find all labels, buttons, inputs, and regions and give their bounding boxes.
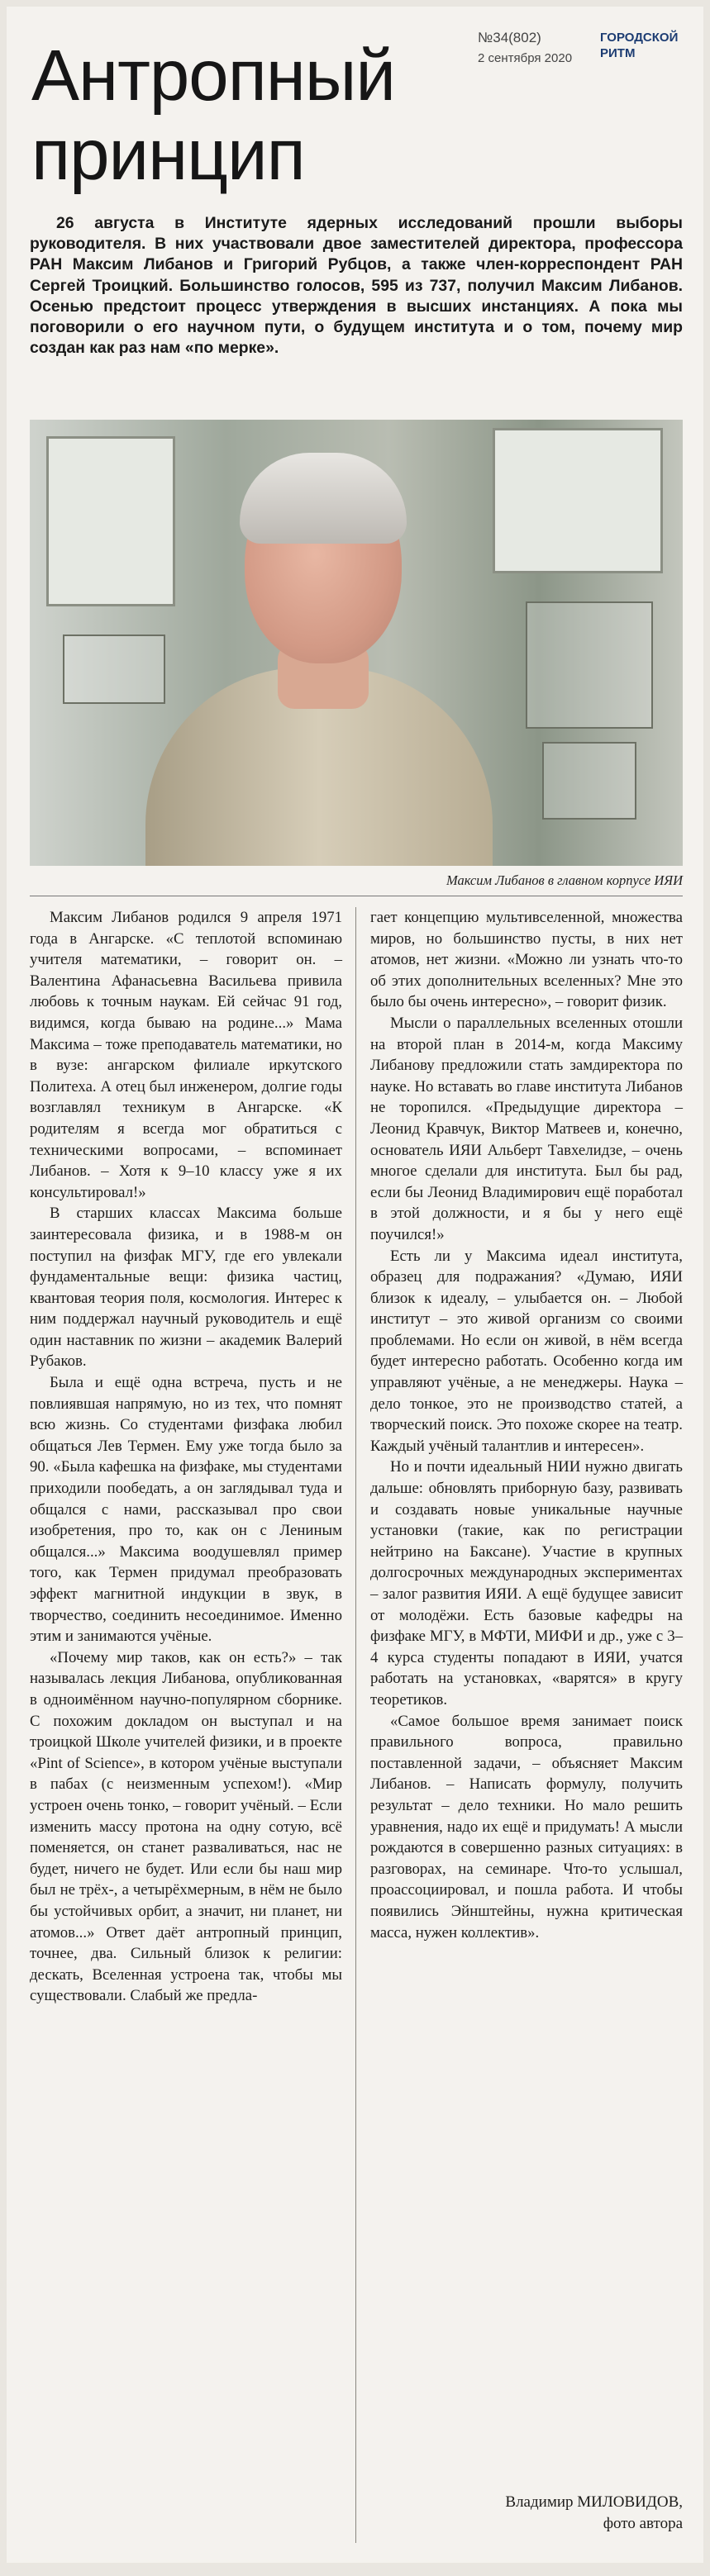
paragraph: Была и ещё одна встреча, пусть и не повлиявшая напрямую, но из тех, что помнят всю жизнь. Со студентами физфака любил общаться Лев Термен. Ему уже тогда было за 90. «Была кафешка на физфаке, мы студентами приходили пообедать, а он заглядывал туда и общался с нами, рассказывал про свои изобретения, про то, как он с Лениным общался...» Максима воодушевлял пример того, как Термен придумал преобразовать эффект магнитной индукции в звук, в творчество, соединить несоединимое. Именно этим и занимаются учёные. xyxy=(30,1374,342,1646)
paragraph: Есть ли у Максима идеал института, образец для подражания? «Думаю, ИЯИ близок к идеалу, – улыбается он. – Любой институт – это живой организм со своими проблемами. Но если он живой, в нём всегда будет интересно работать. Особенно когда им управляют учёные, а не менеджеры. Наука – дело тонкое, это не производство статей, а творческий поиск. Это похоже скорее на театр. Каждый учёный талантлив и интересен». xyxy=(370,1247,683,1455)
paragraph: Максим Либанов родился 9 апреля 1971 года в Ангарске. «С теплотой вспоминаю учителя математики, – говорит он. – Валентина Афанасьевна Васильева привила любовь к точным наукам. Ей сейчас 91 год, видимся, когда бываю на родине...» Мама Максима – тоже преподаватель математики, но в вузе: ангарском филиале иркутского Политеха. А отец был инженером, долгие годы возглавлял техникум в Ангарске. «К родителям я всегда мог обратиться с техническими вопросами, – вспоминает Либанов. – Хотя к 9–10 классу уже я их консультировал!» xyxy=(30,909,342,1201)
newspaper-name-line-1: ГОРОДСКОЙ xyxy=(600,31,679,45)
paragraph: гает концепцию мультивселенной, множества миров, но большинство пусты, в них нет атомов, нет жизни. «Можно ли узнать что-то об этих дополнительных вселенных? Мне это было бы очень интересно», – говорит физик. xyxy=(370,909,683,1011)
poster-frame-shape xyxy=(63,634,165,704)
issue-number: №34(802) xyxy=(478,30,541,45)
photo-credit: фото автора xyxy=(603,2515,683,2532)
photo-caption: Максим Либанов в главном корпусе ИЯИ xyxy=(446,872,683,888)
title-line-2: принцип xyxy=(31,115,305,195)
article-column-right xyxy=(370,907,683,1943)
paragraph: Но и почти идеальный НИИ нужно двигать дальше: обновлять приборную базу, развивать и создавать новые уникальные научные установки (такие, как по регистрации нейтрино на Баксане). Участие в крупных долгосрочных международных экспериментах – залог развития ИЯИ. А ещё будущее зависит от молодёжи. Есть базовые кафедры на физфаке МГУ, в МФТИ, МИФИ и др., уже с 3–4 курса студенты попадают в ИЯИ, учатся работать на установках, «варятся» в кругу теоретиков. xyxy=(370,1458,683,1709)
paragraph: «Самое большое время занимает поиск правильного вопроса, правильно поставленной задачи, – объясняет Максим Либанов. – Написать формулу, получить результат – дело техники. Но мало решить уравнения, надо их ещё и придумать! А мысли рождаются в совершенно разных ситуациях: в разговорах, на семинаре. Что-то услышал, проассоциировал, и пошла работа. И чтобы появились Эйнштейны, нужна критическая масса, нужен коллектив». xyxy=(370,1712,683,1942)
article-column-left xyxy=(30,907,342,2007)
poster-frame-shape xyxy=(542,742,636,820)
newspaper-name-line-2: РИТМ xyxy=(600,46,636,60)
newspaper-name xyxy=(600,30,678,61)
article-title xyxy=(31,36,494,195)
window-shape xyxy=(493,428,663,573)
paragraph: В старших классах Максима больше заинтересовала физика, и в 1988-м он поступил на физфак МГУ, где его увлекали фундаментальные вещи: физика частиц, квантовая теория поля, космология. Интерес к ним поддержал научный руководитель и ещё один наставник по жизни – академик Валерий Рубаков. xyxy=(30,1205,342,1371)
column-divider xyxy=(355,907,356,2543)
title-line-1: Антропный xyxy=(31,36,395,116)
paragraph: «Почему мир таков, как он есть?» – так называлась лекция Либанова, опубликованная в одноимённом научно-популярном сборнике. С похожим докладом он выступал и на троицкой Школе учителей физики, и в проекте «Pint of Science», в котором учёные выступали в пабах (с неизменным успехом!). «Мир устроен очень тонко, – говорит учёный. – Если изменить массу протона на одну сотую, всё поменяется, он станет разваливаться, нас не будет, ничего не будет. Или если бы наш мир был не трёх-, а четырёхмерным, в нём не было бы устойчивых орбит, а значит, ни планет, ни атомов...» Ответ даёт антропный принцип, точнее, два. Сильный близок к религии: дескать, Вселенная устроена так, чтобы мы существовали. Слабый же предла- xyxy=(30,1648,342,2005)
article-signature xyxy=(370,2492,683,2535)
article-lead: 26 августа в Институте ядерных исследований прошли выборы руководителя. В них участвовали двое заместителей директора, профессора РАН Максим Либанов и Григорий Рубцов, а также член-корреспондент РАН Сергей Троицкий. Большинство голосов, 595 из 737, получил Максим Либанов. Осенью предстоит процесс утверждения в высших инстанциях. А пока мы поговорили о его научном пути, о будущем института и о том, почему мир создан как раз нам «по мерке». xyxy=(30,214,683,358)
paragraph: Мысли о параллельных вселенных отошли на второй план в 2014-м, когда Максиму Либанову предложили стать замдиректора по науке. Но вставать во главе института Либанов не торопился. «Предыдущие директора – Леонид Кравчук, Виктор Матвеев и, конечно, основатель ИЯИ Альберт Тавхелидзе, – очень многое сделали для института. Был бы рад, если бы Леонид Владимирович ещё поработал в этой должности, и я бы у него ещё поучился!» xyxy=(370,1014,683,1243)
portrait-photo xyxy=(30,420,683,866)
person-hair-shape xyxy=(240,453,407,544)
author-name: Владимир МИЛОВИДОВ, xyxy=(505,2493,683,2511)
newspaper-page xyxy=(7,7,703,2563)
poster-frame-shape xyxy=(526,601,653,729)
issue-date: 2 сентября 2020 xyxy=(478,51,573,65)
window-shape xyxy=(46,436,175,606)
